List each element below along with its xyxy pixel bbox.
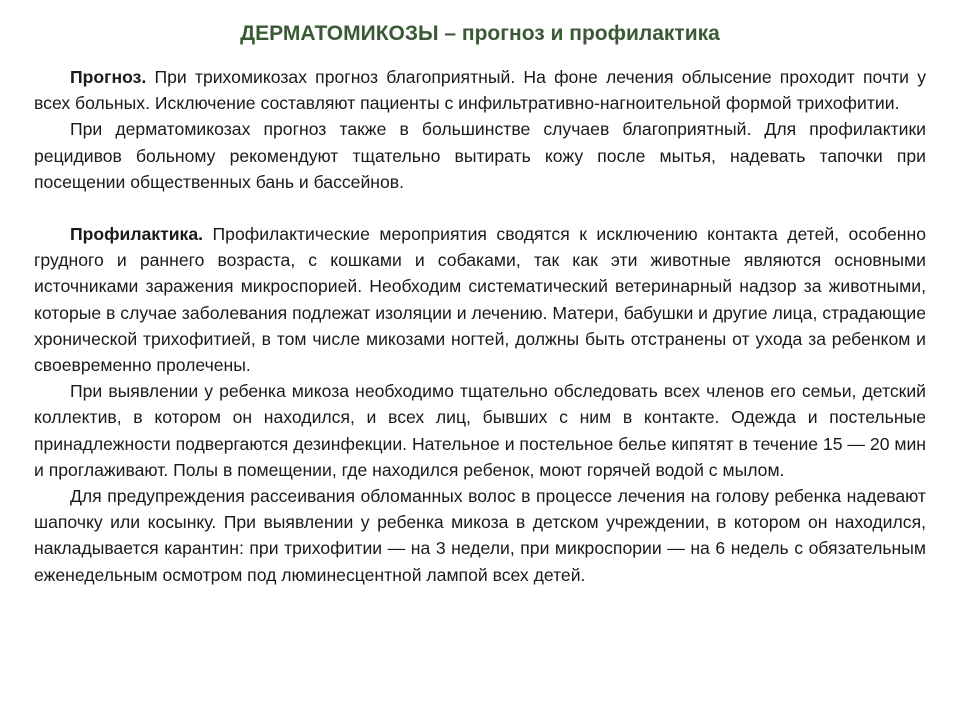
- prognosis-heading: Прогноз.: [70, 67, 147, 87]
- slide-title: ДЕРМАТОМИКОЗЫ – прогноз и профилактика: [240, 22, 720, 45]
- prognosis-paragraph-2: При дерматомикозах прогноз также в большинстве случаев благоприятный. Для профилактики рецидивов больному рекомендуют тщательно вытирать кожу после мытья, надевать тапочки при посещении общественных бань и бассейнов.: [34, 119, 926, 192]
- prevention-paragraph-1: [34, 221, 926, 378]
- prevention-heading: Профилактика.: [70, 224, 204, 245]
- prevention-text-1: Профилактические мероприятия сводятся к исключению контакта детей, особенно грудного и раннего возраста, с кошками и собаками, так как эти животные являются основными источниками заражения микроспорией. Необходим систематический ветеринарный надзор за животными, которые в случае заболевания подлежат изоляции и лечению. Матери, бабушки и другие лица, страдающие хронической трихофитией, в том числе микозами ногтей, должны быть отстранены от ухода за ребенком и своевременно пролечены.: [34, 224, 926, 376]
- slide-body: [34, 64, 926, 588]
- prognosis-text-1: При трихомикозах прогноз благоприятный. На фоне лечения облысение проходит почти у всех больных. Исключение составляют пациенты с инфильтративно-нагноительной формой трихофитии.: [34, 67, 926, 114]
- prevention-paragraph-2: При выявлении у ребенка микоза необходимо тщательно обследовать всех членов его семьи, детский коллектив, в котором он находился, и всех лиц, бывших с ним в контакте. Одежда и постельные принадлежности подвергаются дезинфекции. Нательное и постельное белье кипятят в течение 15 — 20 мин и проглаживают. Полы в помещении, где находился ребенок, моют горячей водой с мылом.: [34, 381, 927, 480]
- prognosis-paragraph-1: [34, 64, 926, 116]
- prevention-paragraph-3: Для предупреждения рассеивания обломанных волос в процессе лечения на голову ребенка надевают шапочку или косынку. При выявлении у ребенка микоза в детском учреждении, в котором он находился, накладывается карантин: при трихофитии — на 3 недели, при микроспории — на 6 недель с обязательным еженедельным осмотром под люминесцентной лампой всех детей.: [34, 486, 926, 585]
